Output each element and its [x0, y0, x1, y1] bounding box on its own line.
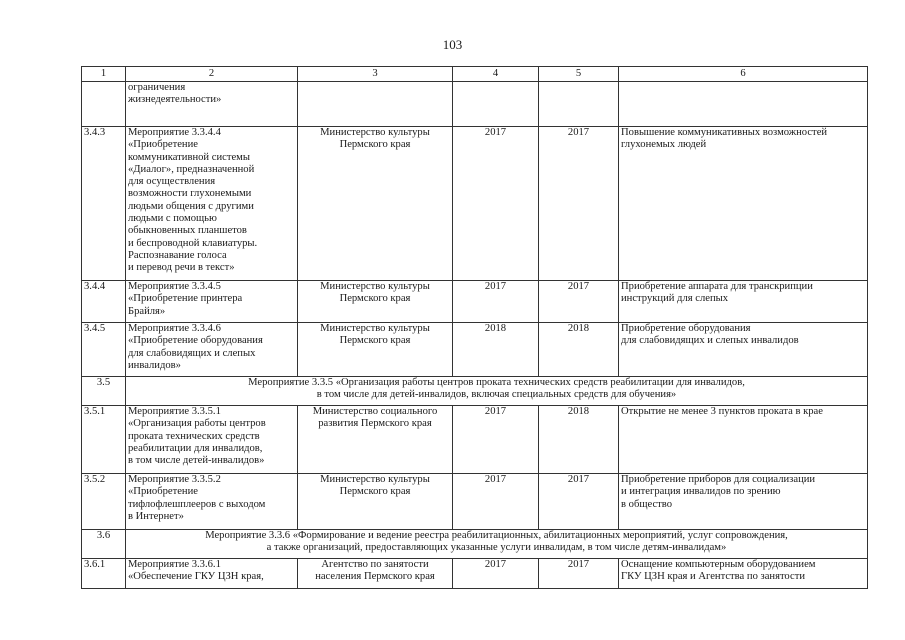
cell-line: коммуникативной системы: [128, 151, 250, 163]
cell-line: «Приобретение: [128, 486, 198, 498]
cell-line: в том числе для детей-инвалидов, включая специальных средств для обучения»: [316, 389, 677, 401]
cell-line: Пермского края: [339, 486, 411, 498]
start-year-cell: 2018: [453, 323, 539, 377]
cell-line: глухонемых людей: [621, 139, 707, 151]
cell-line: в том числе детей-инвалидов»: [128, 455, 265, 467]
result-cell: [619, 406, 868, 474]
end-year-cell: 2017: [539, 474, 619, 530]
section-row: [82, 377, 868, 406]
cell-line: ограничения: [128, 82, 186, 93]
column-header: 1: [82, 67, 126, 82]
events-table: [81, 66, 868, 589]
executor-cell: [298, 82, 453, 127]
section-title: [126, 530, 868, 559]
cell-line: тифлофлешплееров с выходом: [128, 498, 266, 510]
cell-line: для слабовидящих и слепых: [128, 347, 256, 359]
cell-line: Приобретение оборудования: [621, 323, 751, 334]
event-cell: [126, 559, 298, 589]
table-row: [82, 281, 868, 323]
cell-line: «Обеспечение ГКУ ЦЗН края,: [128, 571, 264, 583]
cell-line: Министерство социального: [312, 406, 438, 417]
cell-line: Мероприятие 3.3.6 «Формирование и ведение реестра реабилитационных, абилитационных мероприятий, услуг сопровождения,: [205, 530, 788, 541]
cell-line: и перевод речи в текст»: [128, 262, 235, 274]
executor-cell: [298, 281, 453, 323]
row-number: 3.5.1: [82, 406, 126, 474]
cell-line: Мероприятие 3.3.6.1: [128, 559, 221, 570]
cell-line: «Приобретение: [128, 139, 198, 151]
start-year-cell: 2017: [453, 406, 539, 474]
event-cell: [126, 406, 298, 474]
row-number: [82, 82, 126, 127]
executor-cell: [298, 474, 453, 530]
cell-line: и интеграция инвалидов по зрению: [621, 486, 781, 498]
cell-line: Министерство культуры: [320, 127, 430, 138]
start-year-cell: 2017: [453, 127, 539, 281]
cell-line: Министерство культуры: [320, 281, 430, 292]
column-header: 6: [619, 67, 868, 82]
cell-line: и беспроводной клавиатуры.: [128, 237, 258, 249]
cell-line: проката технических средств: [128, 430, 260, 442]
row-number: 3.5: [82, 377, 126, 406]
section-row: [82, 530, 868, 559]
column-header: 5: [539, 67, 619, 82]
section-title: [126, 377, 868, 406]
executor-cell: [298, 127, 453, 281]
cell-line: «Диалог», предназначенной: [128, 163, 255, 175]
cell-line: Приобретение приборов для социализации: [621, 474, 816, 485]
cell-line: Мероприятие 3.3.5.2: [128, 474, 221, 485]
row-number: 3.4.4: [82, 281, 126, 323]
executor-cell: [298, 323, 453, 377]
cell-line: людьми с помощью: [128, 213, 217, 225]
cell-line: Мероприятие 3.3.5 «Организация работы центров проката технических средств реабилитации для инвалидов,: [248, 377, 745, 388]
cell-line: обыкновенных планшетов: [128, 225, 247, 237]
cell-line: а также организаций, предоставляющих указанные услуги инвалидам, в том числе детям-инвалидам»: [266, 542, 727, 554]
cell-line: Мероприятие 3.3.4.6: [128, 323, 221, 334]
table-row: [82, 323, 868, 377]
result-cell: [619, 82, 868, 127]
start-year-cell: 2017: [453, 474, 539, 530]
cell-line: развития Пермского края: [318, 418, 432, 430]
row-number: 3.4.3: [82, 127, 126, 281]
cell-line: людьми общения с другими: [128, 200, 254, 212]
table-row: [82, 474, 868, 530]
cell-line: Распознавание голоса: [128, 249, 227, 261]
cell-line: «Организация работы центров: [128, 418, 266, 430]
row-number: 3.6: [82, 530, 126, 559]
cell-line: Мероприятие 3.3.5.1: [128, 406, 221, 417]
result-cell: [619, 323, 868, 377]
cell-line: Повышение коммуникативных возможностей: [621, 127, 828, 138]
row-number: 3.4.5: [82, 323, 126, 377]
cell-line: Министерство культуры: [320, 474, 430, 485]
end-year-cell: 2017: [539, 281, 619, 323]
event-cell: [126, 127, 298, 281]
result-cell: [619, 127, 868, 281]
cell-line: инструкций для слепых: [621, 293, 729, 305]
header-row: [82, 67, 868, 82]
end-year-cell: 2018: [539, 406, 619, 474]
cell-line: в общество: [621, 498, 673, 510]
end-year-cell: 2017: [539, 127, 619, 281]
table-row: [82, 82, 868, 127]
cell-line: Пермского края: [339, 293, 411, 305]
cell-line: населения Пермского края: [315, 571, 435, 583]
cell-line: для осуществления: [128, 176, 216, 188]
executor-cell: [298, 406, 453, 474]
row-number: 3.5.2: [82, 474, 126, 530]
event-cell: [126, 474, 298, 530]
start-year-cell: 2017: [453, 281, 539, 323]
cell-line: «Приобретение принтера: [128, 293, 243, 305]
result-cell: [619, 474, 868, 530]
cell-line: Брайля»: [128, 305, 166, 317]
cell-line: «Приобретение оборудования: [128, 335, 263, 347]
cell-line: инвалидов»: [128, 359, 181, 371]
cell-line: возможности глухонемыми: [128, 188, 252, 200]
cell-line: ГКУ ЦЗН края и Агентства по занятости: [621, 571, 805, 583]
cell-line: в Интернет»: [128, 510, 184, 522]
column-header: 4: [453, 67, 539, 82]
executor-cell: [298, 559, 453, 589]
start-year-cell: [453, 82, 539, 127]
table-row: [82, 406, 868, 474]
cell-line: Пермского края: [339, 335, 411, 347]
row-number: 3.6.1: [82, 559, 126, 589]
cell-line: Мероприятие 3.3.4.4: [128, 127, 221, 138]
event-cell: [126, 323, 298, 377]
start-year-cell: 2017: [453, 559, 539, 589]
end-year-cell: [539, 82, 619, 127]
cell-line: Оснащение компьютерным оборудованием: [621, 559, 816, 570]
cell-line: Приобретение аппарата для транскрипции: [621, 281, 813, 292]
result-cell: [619, 559, 868, 589]
cell-line: Министерство культуры: [320, 323, 430, 334]
cell-line: Открытие не менее 3 пунктов проката в крае: [621, 406, 823, 417]
result-cell: [619, 281, 868, 323]
page-number: 103: [442, 37, 463, 52]
table-row: [82, 127, 868, 281]
cell-line: для слабовидящих и слепых инвалидов: [621, 335, 799, 347]
cell-line: Агентство по занятости: [321, 559, 429, 570]
cell-line: жизнедеятельности»: [128, 94, 222, 106]
table-row: [82, 559, 868, 589]
column-header: 2: [126, 67, 298, 82]
cell-line: Мероприятие 3.3.4.5: [128, 281, 221, 292]
cell-line: Пермского края: [339, 139, 411, 151]
end-year-cell: 2018: [539, 323, 619, 377]
cell-line: реабилитации для инвалидов,: [128, 442, 263, 454]
event-cell: [126, 281, 298, 323]
event-cell: [126, 82, 298, 127]
column-header: 3: [298, 67, 453, 82]
end-year-cell: 2017: [539, 559, 619, 589]
